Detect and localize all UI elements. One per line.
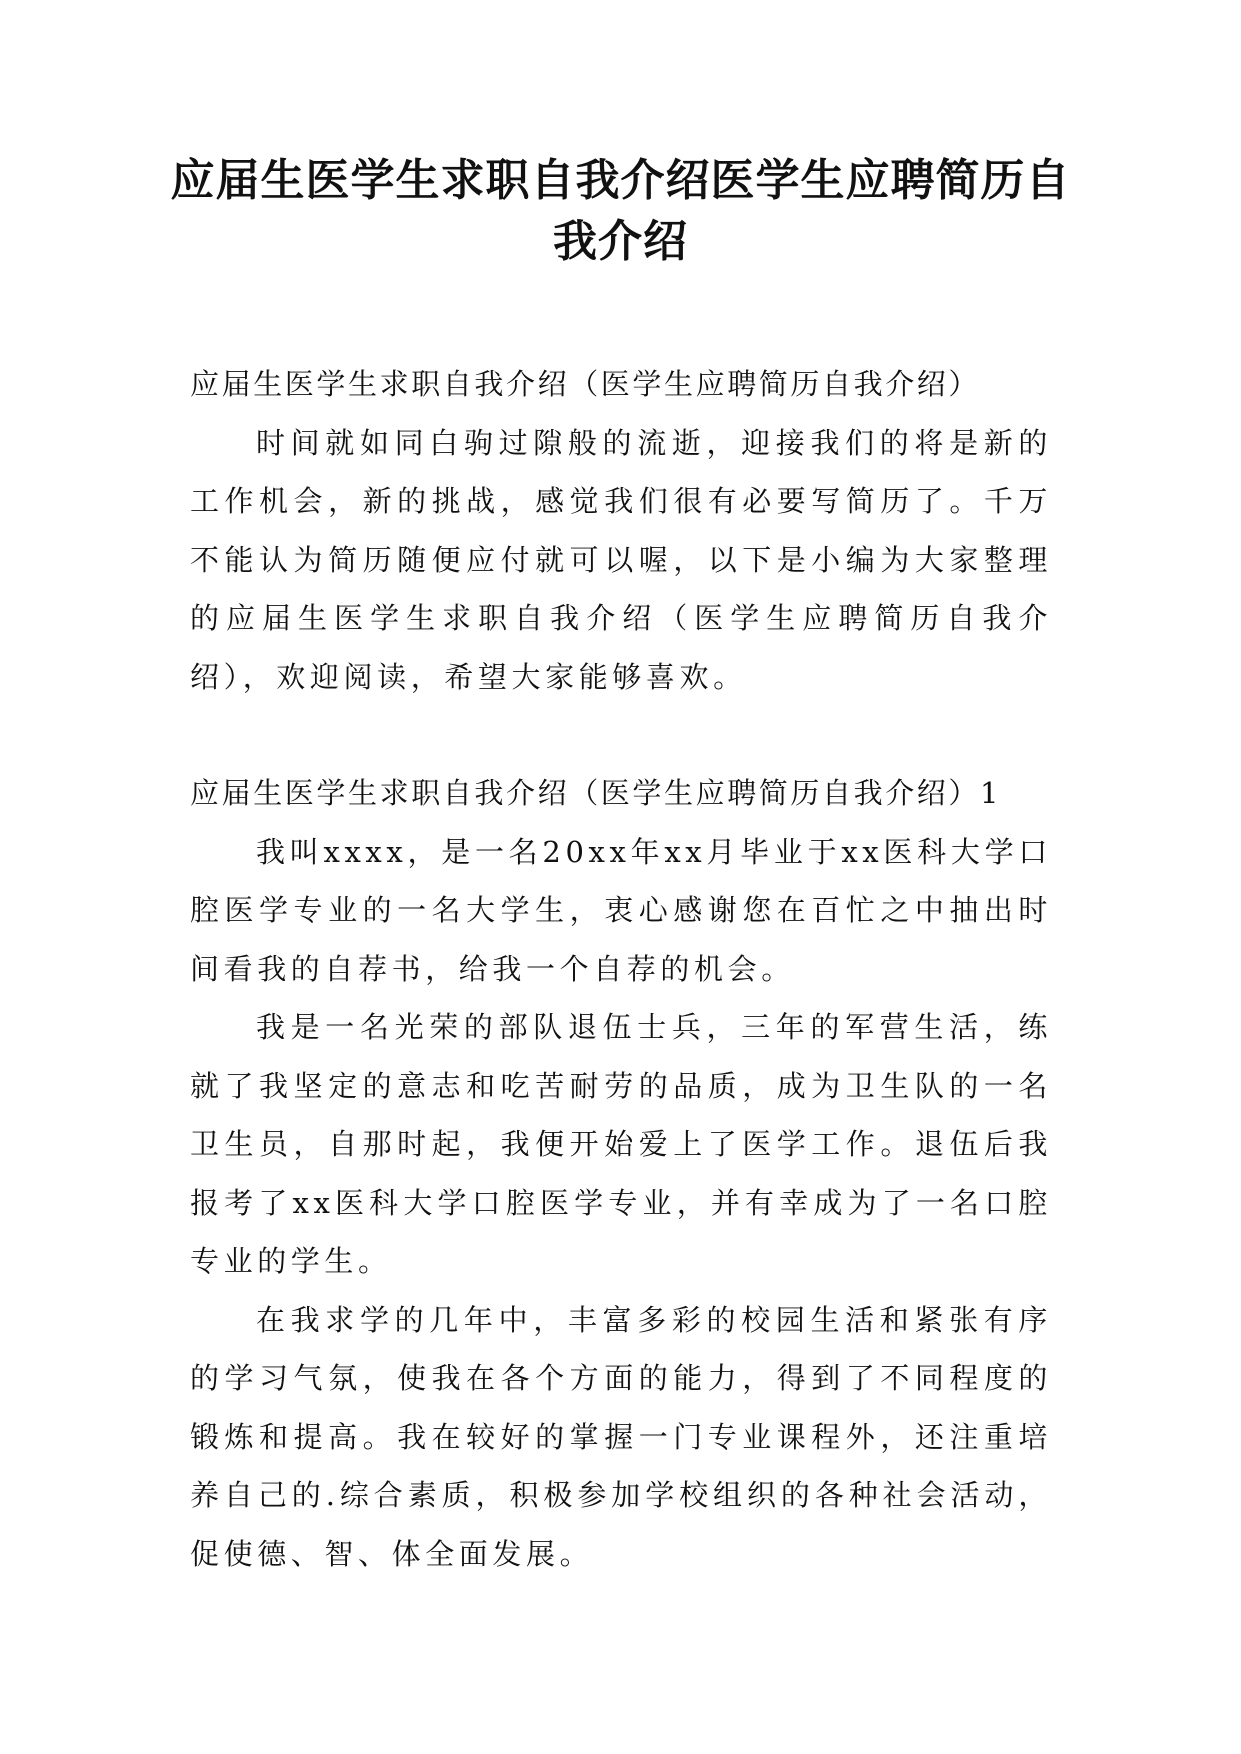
section-heading: 应届生医学生求职自我介绍（医学生应聘简历自我介绍）1 bbox=[190, 776, 1002, 810]
section-spacer bbox=[190, 706, 1052, 764]
body-paragraph: 在我求学的几年中，丰富多彩的校园生活和紧张有序的学习气氛，使我在各个方面的能力，得到了不同程度的锻炼和提高。我在较好的掌握一门专业课程外，还注重培养自己的.综合素质，积极参加学校组织的各种社会活动，促使德、智、体全面发展。 bbox=[190, 1302, 1052, 1571]
body-paragraph: 我叫xxxx，是一名20xx年xx月毕业于xx医科大学口腔医学专业的一名大学生，衷心感谢您在百忙之中抽出时间看我的自荐书，给我一个自荐的机会。 bbox=[190, 834, 1052, 986]
document-title: 应届生医学生求职自我介绍医学生应聘简历自我介绍 bbox=[170, 155, 1071, 267]
body-paragraph: 我是一名光荣的部队退伍士兵，三年的军营生活，练就了我坚定的意志和吃苦耐劳的品质，成为卫生队的一名卫生员，自那时起，我便开始爱上了医学工作。退伍后我报考了xx医科大学口腔医学专业，并有幸成为了一名口腔专业的学生。 bbox=[190, 1010, 1052, 1278]
document-body bbox=[190, 355, 1052, 1583]
intro-paragraph: 时间就如同白驹过隙般的流逝，迎接我们的将是新的工作机会，新的挑战，感觉我们很有必要写简历了。千万不能认为简历随便应付就可以喔，以下是小编为大家整理的应届生医学生求职自我介绍（医学生应聘简历自我介绍），欢迎阅读，希望大家能够喜欢。 bbox=[190, 425, 1052, 694]
intro-heading: 应届生医学生求职自我介绍（医学生应聘简历自我介绍） bbox=[190, 367, 981, 401]
